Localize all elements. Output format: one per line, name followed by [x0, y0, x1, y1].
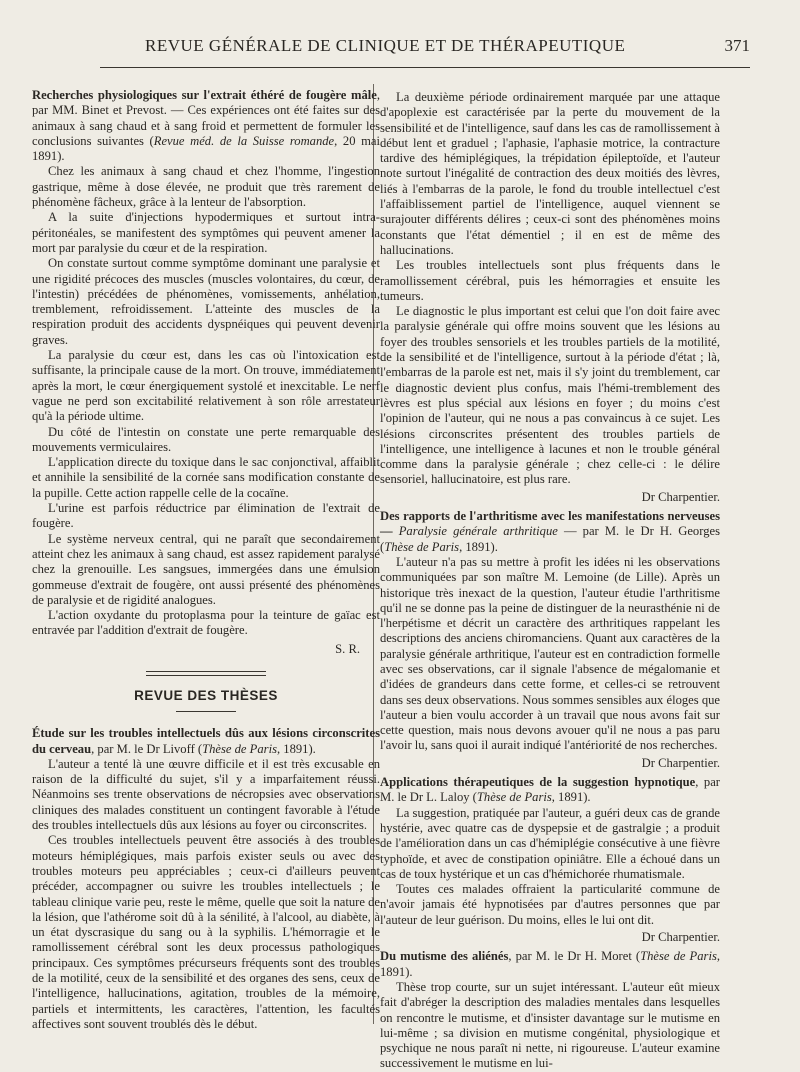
article-authors: — par M. le Dr H. Georges ( [380, 524, 720, 554]
paragraph: La suggestion, pratiquée par l'auteur, a guéri deux cas de grande hystérie, avec quatre cas de dyspepsie et de gastralgie ; a produit de l'amélioration dans un cas d'hémiplégie consécutive à une fièvre typhoïde, et avec de constipation opiniâtre. Elle a échoué dans un cas de toux hystérique et un cas d'hémichorée rhumatismale. [380, 805, 720, 881]
signature: Dr Charpentier. [641, 489, 720, 504]
article-intro: Ces expériences ont été faites sur des animaux à sang chaud et à sang froid et permettent de formuler les conclusions suivantes ( [32, 103, 381, 148]
paragraph: Le diagnostic le plus important est celui que l'on doit faire avec la paralysie générale qui offre moins souvent que les lésions au foyer des troubles sensoriels et les troubles partiels de la motilité, de la sensibilité et de l'intelligence, surtout à la période d'état ; là, l'embarras de la parole est net, mais il s'y joint du tremblement, car le diagnostic devient plus confus, mais l'hémi-tremblement des lèvres est plus spécial aux lésions en foyer ; du moins c'est l'opinion de l'auteur, qui ne nous a pas convaincus à ce sujet. Les lésions circonscrites présentent des troubles partiels de l'intelligence, une intelligence à lacunes et non le trouble général comme dans la paralysie générale ; chez celle-ci : le délire sensoriel, hallucinatoire, est plus rare. [380, 304, 720, 487]
right-column [380, 90, 720, 1072]
page-header [100, 36, 750, 64]
paragraph: L'urine est parfois réductrice par élimination de l'extrait de fougère. [32, 501, 380, 531]
article-source: Thèse de Paris [640, 949, 717, 964]
article-source-date: , 1891). [276, 741, 316, 756]
paragraph: L'auteur n'a pas su mettre à profit les idées ni les observations communiquées par son maître M. Lemoine (de Lille). Après un historique très inexact de la question, l'auteur étudie l'arthritisme qu'il ne se donne pas la peine de distinguer de la neurasthénie ni de l'herpétisme et décrit un caractère des arthritiques rappelant les descriptions des anciens chiromanciens. Quant aux caractères de la paralysie générale arthritique, l'auteur est en contradiction formelle avec ses observations, car il signale l'absence de mégalomanie et d'idées de grandeurs dans cette forme, et celles-ci se retrouvent dans ses deux observations. Nous sommes sensibles aux éloges que l'auteur a bien voulu accorder à un travail que nous avons fait sur cette question, mais nous devons avouer qu'il ne nous a pas paru l'avoir lu, sans quoi il aurait indiqué l'antériorité de nos recherches. [380, 554, 720, 753]
article-title: Des rapports de l'arthritisme avec les manifestations nerveuses — [380, 509, 720, 539]
left-column [32, 88, 380, 1032]
signature: S. R. [335, 641, 360, 656]
paragraph: Du côté de l'intestin on constate une perte remarquable des mouvements vermiculaires. [32, 424, 380, 454]
article-authors: , par MM. Binet et Prevost. — [32, 88, 380, 118]
paragraph: L'action oxydante du protoplasma pour la teinture de gaïac est entravée par l'addition d'extrait de fougère. [32, 608, 380, 638]
article-source: Thèse de Paris [384, 539, 460, 554]
article-heading [380, 509, 720, 555]
paragraph: Ces troubles intellectuels peuvent être associés à des troubles moteurs hémiplégiques, mais parfois exister seuls ou avec des troubles moteurs peu appréciables ; ceux-ci d'ailleurs peuvent précéder, accompagner ou suivre les troubles intellectuels ; le tableau clinique varie peu, reste le même, quelle que soit la nature de la lésion, que l'athérome soit dû à la sénilité, à l'alcool, au diabète, à un état dyscrasique du sang ou à la syphilis. L'hémorragie et le ramollissement cérébral sont les deux processus pathologiques principaux. Ces symptômes précurseurs fréquents sont des troubles de la motilité, ceux de la sensibilité et des organes des sens, ceux de l'intelligence, hallucinations, agitation, troubles de la mémoire, partiels et intermittents, les caractères, l'attention, les facultés affectives sont souvent troublés dès le début. [32, 833, 380, 1031]
article-source-date: , 1891). [380, 949, 720, 979]
paragraph: La deuxième période ordinairement marquée par une attaque d'apoplexie est caractérisée par la perte du mouvement de la sensibilité et de l'intelligence, sauf dans les cas de ramollissement à début lent et graduel ; l'aphasie, l'aphasie motrice, la contracture tardive des hémiplégiques, la trépidation épileptoïde, et l'auteur note surtout l'inégalité de contraction des deux moitiés des lèvres, liés à l'embarras de la parole, le fond du trouble intellectuel c'est l'affaiblissement partiel de l'intelligence, auquel viennent se surajouter différents délires ; ceux-ci sont des phénomènes moins constants que l'état démentiel ; il en est de même des hallucinations. [380, 90, 720, 257]
paragraph: La paralysie du cœur est, dans les cas où l'intoxication est suffisante, la principale cause de la mort. On trouve, immédiatement après la mort, le cœur énergiquement systolé et inexcitable. Le nerf vague ne perd son excitabilité relativement à son rôle arrestateur qu'à la période ultime. [32, 348, 380, 424]
article-source-date: , 1891). [459, 539, 498, 554]
article-source: Thèse de Paris [202, 741, 277, 756]
article-source: Thèse de Paris [476, 790, 552, 805]
running-title: REVUE GÉNÉRALE DE CLINIQUE ET DE THÉRAPEUTIQUE [145, 36, 626, 55]
article-title: Étude sur les troubles intellectuels dûs aux lésions circonscrites du cerveau [32, 726, 380, 756]
signature: Dr Charpentier. [641, 755, 720, 770]
article-title: Du mutisme des aliénés [380, 949, 509, 964]
section-underline [176, 711, 236, 712]
article-authors: , par M. le Dr L. Laloy ( [380, 775, 720, 805]
section-separator [146, 671, 266, 676]
article-heading [32, 88, 380, 164]
article-title: Recherches physiologiques sur l'extrait éthéré de fougère mâle [32, 88, 377, 102]
paragraph: Le système nerveux central, qui ne paraît que secondairement atteint chez les animaux à sang chaud, est assez rapidement paralysé chez la grenouille. Les sangsues, immergées dans une émulsion gommeuse d'extrait de fougère, ont aussi présenté des phénomènes de paralysie et de rigidité analogues. [32, 531, 380, 607]
article-source-date: , 1891). [551, 790, 591, 805]
paragraph: Les troubles intellectuels sont plus fréquents dans le ramollissement cérébral, puis les hémorragies et ensuite les tumeurs. [380, 258, 720, 303]
article-source-date: , 20 mai 1891). [32, 133, 380, 164]
signature: Dr Charpentier. [641, 930, 720, 945]
article-source: Revue méd. de la Suisse romande [153, 133, 335, 148]
article-heading [32, 726, 380, 757]
article-authors: , par M. le Dr Livoff ( [91, 741, 203, 756]
article-heading [380, 949, 720, 980]
paragraph: Toutes ces malades offraient la particularité commune de n'avoir jamais été hypnotisées par d'autres personnes que par l'auteur de leur guérison. Du moins, elles le lui ont dit. [380, 882, 720, 927]
page-number: 371 [724, 36, 750, 55]
paragraph: L'application directe du toxique dans le sac conjonctival, affaiblit et annihile la sensibilité de la cornée sans modification constante de la pupille. Cette action rappelle celle de la cocaïne. [32, 455, 380, 500]
paragraph: Thèse trop courte, sur un sujet intéressant. L'auteur eût mieux fait d'abréger la description des maladies mentales dans lesquelles on rencontre le mutisme, et d'insister davantage sur le mutisme en lui-même ; sa division en mutisme congénital, physiologique et psychique ne nous paraît ni nette, ni rigoureuse. L'auteur examine successivement le mutisme en lui- [380, 979, 720, 1071]
paragraph: L'auteur a tenté là une œuvre difficile et il est très excusable en raison de la difficulté du sujet, s'il y a imparfaitement réussi. Néanmoins ses trente observations de nécropsies avec observations cliniques des malades constituent un contingent favorable à l'étude des troubles intellectuels dûs aux lésions au foyer ou circonscrites. [32, 756, 380, 833]
section-title: REVUE DES THÈSES [134, 687, 278, 703]
paragraph: A la suite d'injections hypodermiques et surtout intra-péritonéales, se manifestent des symptômes qui peuvent amener la mort par paralysie du cœur et de la respiration. [32, 210, 380, 255]
paragraph: Chez les animaux à sang chaud et chez l'homme, l'ingestion gastrique, même à dose élevée, ne produit que très rarement de phénomène fâcheux, grâce à la lenteur de l'absorption. [32, 164, 380, 210]
article-authors: , par M. le Dr H. Moret ( [508, 949, 641, 964]
article-title: Applications thérapeutiques de la suggestion hypnotique [380, 775, 696, 790]
article-title-italic: Paralysie générale arthritique [392, 524, 558, 539]
article-heading [380, 775, 720, 806]
paragraph: On constate surtout comme symptôme dominant une paralysie et une rigidité précoces des muscles (muscles volontaires, du cœur, de l'intestin) précédées de phénomènes, vomissements, anhélation, tremblement, refroidissement. L'atteinte des muscles de la respiration produit des accidents dyspnéiques qui peuvent devenir graves. [32, 256, 380, 347]
header-rule [100, 67, 750, 68]
